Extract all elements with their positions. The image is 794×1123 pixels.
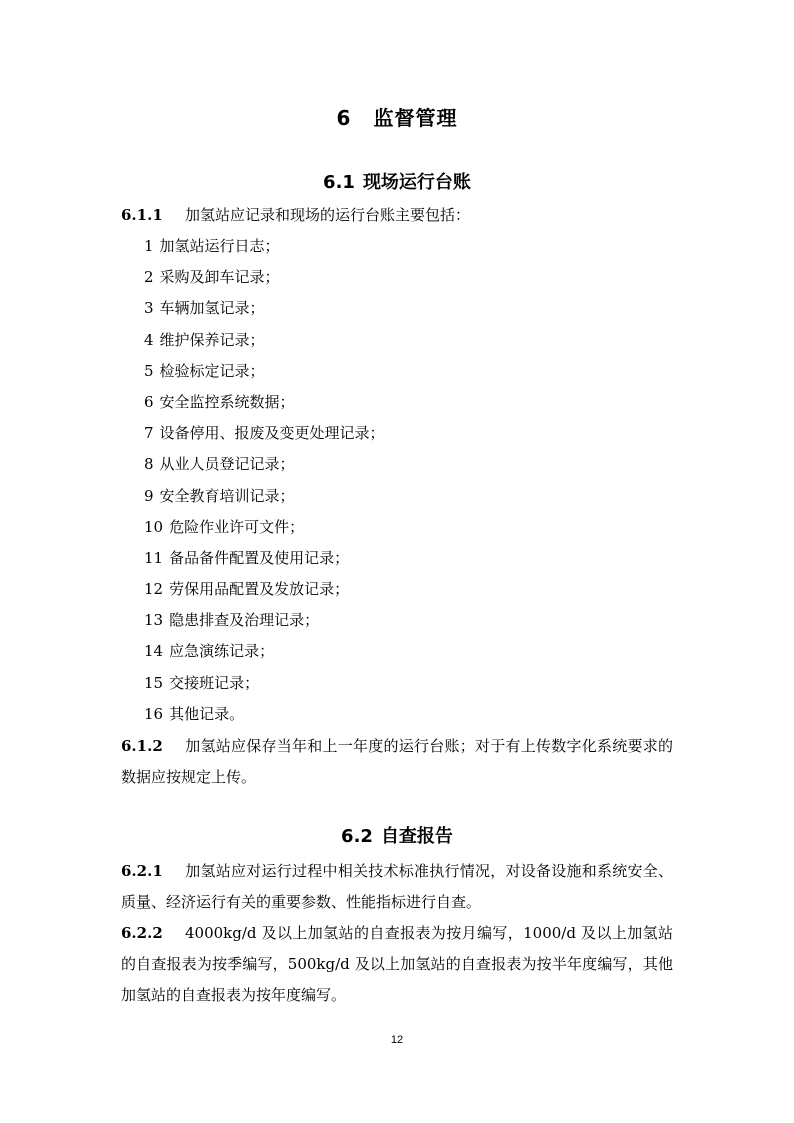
list-item: 3 车辆加氢记录； — [144, 299, 265, 318]
section-6-2-title-text: 自查报告 — [380, 826, 453, 847]
page-number: 12 — [390, 1034, 404, 1046]
clause-6-2-2-text: 4000kg/d 及以上加氢站的自查报表为按月编写，1000/d 及以上加氢站的自查报表为按季编写，500kg/d 及以上加氢站的自查报表为按半年度编写，其他加氢站的自查报表为按年度编写。 — [121, 924, 673, 1004]
list-item: 1 加氢站运行日志； — [144, 237, 280, 255]
section-6-2-number: 6.2 — [341, 826, 373, 847]
clause-6-1-2 — [121, 731, 673, 793]
list-item: 14 应急演练记录； — [144, 642, 275, 661]
clause-6-2-1-number: 6.2.1 — [121, 862, 163, 880]
ledger-item-list — [144, 231, 385, 730]
clause-6-1-1-text: 加氢站应记录和现场的运行台账主要包括： — [185, 206, 471, 224]
clause-6-2-2-number: 6.2.2 — [121, 924, 163, 942]
clause-6-1-1 — [121, 200, 673, 231]
list-item: 6 安全监控系统数据； — [144, 392, 295, 411]
list-item: 5 检验标定记录； — [144, 361, 265, 380]
list-item: 4 维护保养记录； — [144, 330, 265, 349]
clause-6-1-2-text: 加氢站应保存当年和上一年度的运行台账；对于有上传数字化系统要求的数据应按规定上传。 — [121, 737, 673, 786]
clause-6-1-2-number: 6.1.2 — [121, 737, 163, 755]
section-6-1-title-text: 现场运行台账 — [362, 172, 471, 193]
clause-6-1-1-number: 6.1.1 — [121, 206, 163, 224]
list-item: 2 采购及卸车记录； — [144, 268, 280, 287]
list-item: 11 备品备件配置及使用记录； — [144, 548, 350, 567]
section-6-1-title — [0, 168, 794, 194]
section-6-2-title — [0, 822, 794, 848]
list-item: 12 劳保用品配置及发放记录； — [144, 580, 350, 599]
section-6-1-number: 6.1 — [323, 172, 355, 193]
list-item: 15 交接班记录； — [144, 673, 260, 692]
list-item: 9 安全教育培训记录； — [144, 486, 295, 505]
clause-6-2-1-text: 加氢站应对运行过程中相关技术标准执行情况，对设备设施和系统安全、质量、经济运行有关的重要参数、性能指标进行自查。 — [121, 862, 673, 911]
list-item: 13 隐患排查及治理记录； — [144, 611, 320, 630]
chapter-number: 6 — [336, 106, 352, 130]
list-item: 16 其他记录。 — [144, 704, 245, 723]
clause-6-2-1 — [121, 856, 673, 918]
list-item: 7 设备停用、报废及变更处理记录； — [144, 424, 385, 443]
chapter-title-text: 监督管理 — [373, 106, 458, 130]
list-item: 8 从业人员登记记录； — [144, 455, 295, 474]
list-item: 10 危险作业许可文件； — [144, 517, 305, 536]
chapter-title — [0, 102, 794, 131]
clause-6-2-2 — [121, 918, 673, 1011]
